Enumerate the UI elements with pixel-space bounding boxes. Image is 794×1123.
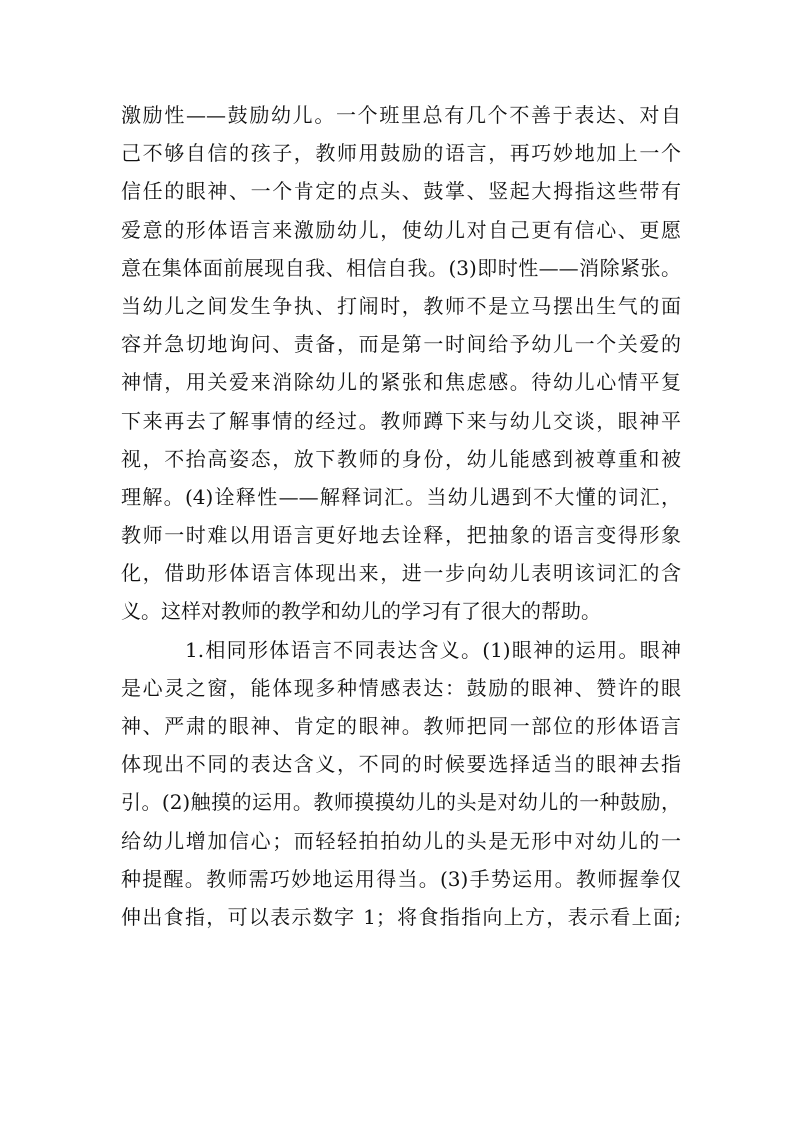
text-line: 神、严肃的眼神、肯定的眼神。教师把同一部位的形体语言 [121, 714, 681, 738]
text-line: 己不够自信的孩子，教师用鼓励的语言，再巧妙地加上一个 [121, 141, 681, 166]
text-line: 是心灵之窗，能体现多种情感表达：鼓励的眼神、赞许的眼 [121, 675, 681, 700]
text-line: 1.相同形体语言不同表达含义。(1)眼神的运用。眼神 [185, 637, 681, 662]
text-line: 体现出不同的表达含义，不同的时候要选择适当的眼神去指 [121, 752, 681, 777]
text-line: 引。(2)触摸的运用。教师摸摸幼儿的头是对幼儿的一种鼓励， [121, 790, 681, 815]
paragraph-2 [121, 631, 681, 937]
text-line: 给幼儿增加信心；而轻轻拍拍幼儿的头是无形中对幼儿的一 [121, 828, 681, 853]
text-line: 下来再去了解事情的经过。教师蹲下来与幼儿交谈，眼神平 [121, 408, 681, 433]
text-line: 种提醒。教师需巧妙地运用得当。(3)手势运用。教师握拳仅 [121, 866, 681, 891]
text-line: 理解。(4)诠释性——解释词汇。当幼儿遇到不大懂的词汇， [121, 484, 681, 509]
text-line: 信任的眼神、一个肯定的点头、鼓掌、竖起大拇指这些带有 [121, 179, 681, 204]
text-line: 当幼儿之间发生争执、打闹时，教师不是立马摆出生气的面 [121, 293, 681, 318]
text-line: 爱意的形体语言来激励幼儿，使幼儿对自己更有信心、更愿 [121, 217, 681, 242]
body-text [121, 96, 681, 936]
text-line: 化，借助形体语言体现出来，进一步向幼儿表明该词汇的含 [121, 561, 681, 586]
text-line: 意在集体面前展现自我、相信自我。(3)即时性——消除紧张。 [121, 255, 681, 280]
text-line: 伸出食指，可以表示数字 1；将食指指向上方，表示看上面; [121, 904, 681, 929]
paragraph-1 [121, 96, 681, 631]
text-line: 义。这样对教师的教学和幼儿的学习有了很大的帮助。 [121, 599, 601, 624]
text-line: 神情，用关爱来消除幼儿的紧张和焦虑感。待幼儿心情平复 [121, 370, 681, 395]
text-line: 教师一时难以用语言更好地去诠释，把抽象的语言变得形象 [121, 523, 681, 548]
text-line: 视，不抬高姿态，放下教师的身份，幼儿能感到被尊重和被 [121, 446, 681, 471]
text-line: 容并急切地询问、责备，而是第一时间给予幼儿一个关爱的 [121, 332, 681, 357]
text-line: 激励性——鼓励幼儿。一个班里总有几个不善于表达、对自 [121, 103, 681, 127]
